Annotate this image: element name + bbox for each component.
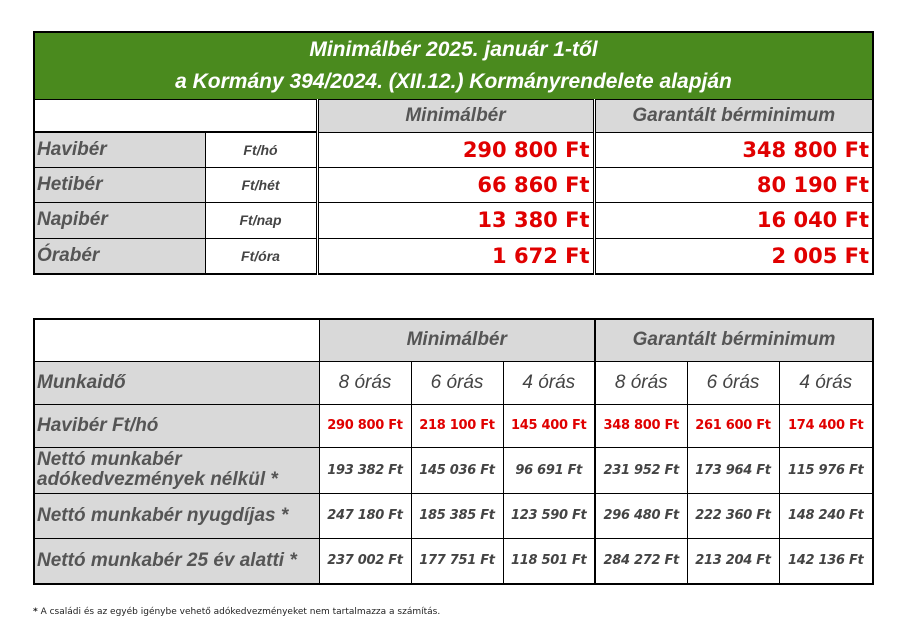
value-cell: 348 800 Ft [595,404,687,447]
hours-cell: 4 órás [779,361,873,404]
table-row [34,167,873,202]
footnote [33,607,440,617]
hours-cell: 6 órás [687,361,779,404]
row-label: Nettó munkabér nyugdíjas * [34,493,319,538]
value-minimal: 66 860 Ft [317,167,594,202]
empty-header-cell [34,99,317,132]
table-row [34,202,873,238]
value-cell: 185 385 Ft [411,493,503,538]
value-cell: 237 002 Ft [319,538,411,584]
row-label: Órabér [34,238,205,274]
title-line-1: Minimálbér 2025. január 1-től [309,37,598,61]
value-cell: 145 400 Ft [503,404,595,447]
value-cell: 148 240 Ft [779,493,873,538]
value-cell: 218 100 Ft [411,404,503,447]
net-wage-table [33,318,874,585]
table-row [34,404,873,447]
footnote-star: * [33,607,38,617]
header-minimalber: Minimálbér [317,99,594,132]
value-cell: 145 036 Ft [411,447,503,493]
table-row [34,361,873,404]
value-garantalt: 80 190 Ft [594,167,873,202]
row-label-line-2: adókedvezmények nélkül * [37,469,278,490]
value-cell: 118 501 Ft [503,538,595,584]
empty-header-cell [34,319,319,361]
value-cell: 213 204 Ft [687,538,779,584]
value-garantalt: 348 800 Ft [594,132,873,167]
hours-cell: 8 órás [319,361,411,404]
value-cell: 222 360 Ft [687,493,779,538]
hours-cell: 8 órás [595,361,687,404]
table-row [34,132,873,167]
value-cell: 123 590 Ft [503,493,595,538]
value-cell: 96 691 Ft [503,447,595,493]
value-cell: 284 272 Ft [595,538,687,584]
header-minimalber: Minimálbér [319,319,595,361]
header-garantalt: Garantált bérminimum [594,99,873,132]
row-label: Hetibér [34,167,205,202]
row-label: Munkaidő [34,361,319,404]
value-cell: 290 800 Ft [319,404,411,447]
row-label-line-1: Nettó munkabér [37,449,182,470]
row-label: Nettó munkabér 25 év alatti * [34,538,319,584]
table-row [34,493,873,538]
row-label: Napibér [34,202,205,238]
title-line-2: a Kormány 394/2024. (XII.12.) Kormányrendelete alapján [175,69,732,93]
table-title [34,32,873,99]
value-garantalt: 2 005 Ft [594,238,873,274]
header-garantalt: Garantált bérminimum [595,319,873,361]
value-cell: 115 976 Ft [779,447,873,493]
row-unit: Ft/nap [205,202,317,238]
row-unit: Ft/hét [205,167,317,202]
value-cell: 174 400 Ft [779,404,873,447]
row-unit: Ft/hó [205,132,317,167]
minimum-wage-table [33,31,874,275]
value-cell: 247 180 Ft [319,493,411,538]
value-cell: 231 952 Ft [595,447,687,493]
value-minimal: 290 800 Ft [317,132,594,167]
value-garantalt: 16 040 Ft [594,202,873,238]
value-cell: 142 136 Ft [779,538,873,584]
hours-cell: 4 órás [503,361,595,404]
value-minimal: 1 672 Ft [317,238,594,274]
table-row [34,238,873,274]
value-cell: 177 751 Ft [411,538,503,584]
value-minimal: 13 380 Ft [317,202,594,238]
footnote-text: A családi és az egyéb igénybe vehető adókedvezményeket nem tartalmazza a számítás. [40,607,441,617]
row-label [34,447,319,493]
value-cell: 173 964 Ft [687,447,779,493]
row-unit: Ft/óra [205,238,317,274]
hours-cell: 6 órás [411,361,503,404]
row-label: Havibér [34,132,205,167]
value-cell: 296 480 Ft [595,493,687,538]
table-row [34,538,873,584]
row-label: Havibér Ft/hó [34,404,319,447]
value-cell: 261 600 Ft [687,404,779,447]
table-row [34,447,873,493]
value-cell: 193 382 Ft [319,447,411,493]
